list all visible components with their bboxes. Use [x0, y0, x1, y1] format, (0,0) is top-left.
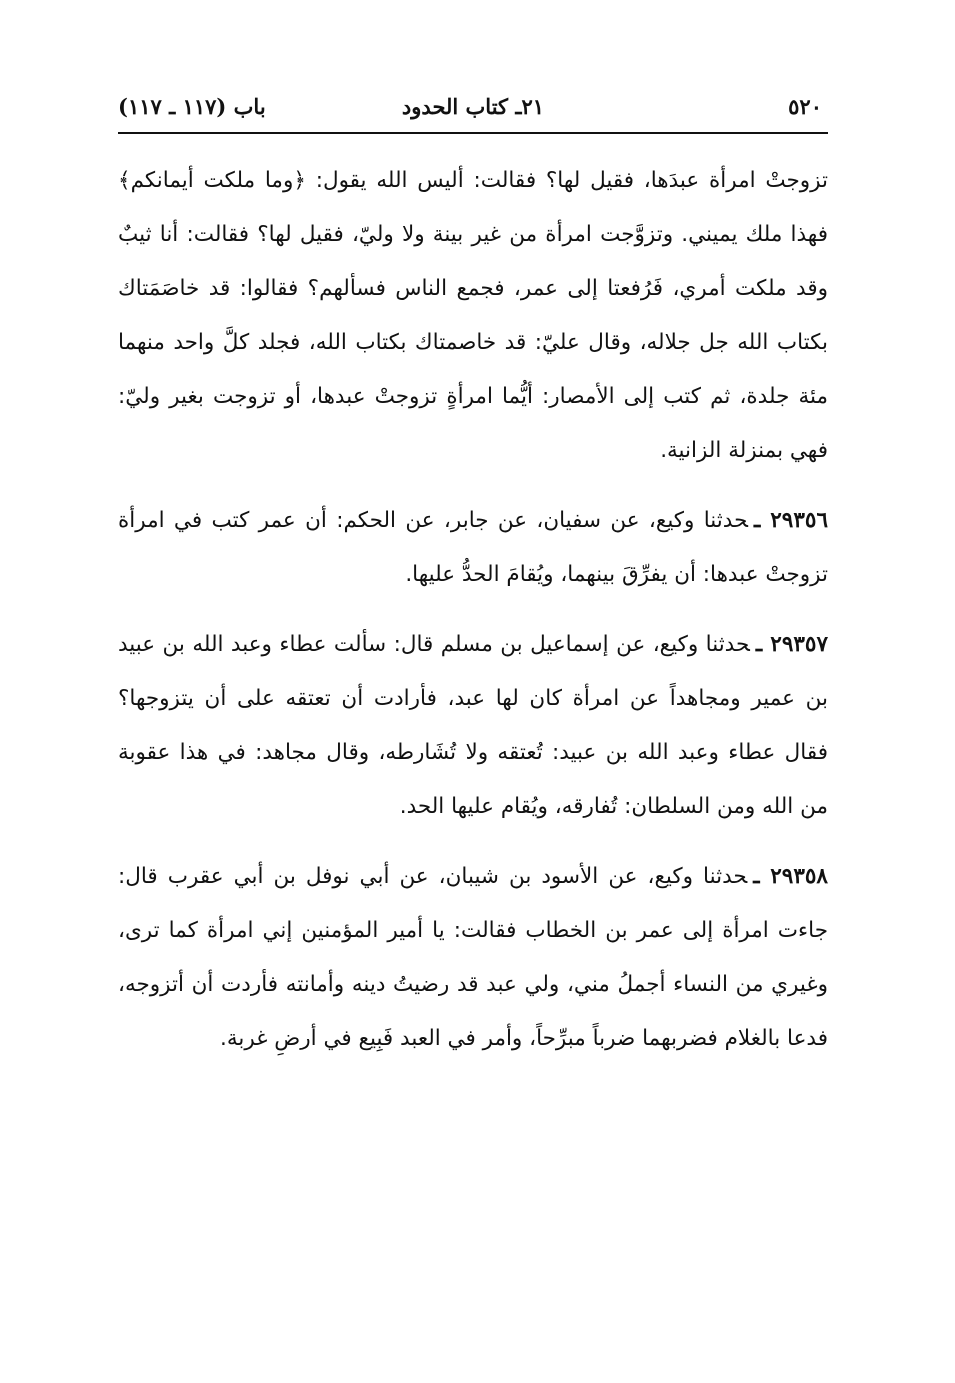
hadith-number: ٢٩٣٥٨ ـ [753, 864, 828, 889]
hadith-29356 [118, 494, 828, 602]
paragraph-text: حدثنا وكيع، عن الأسود بن شيبان، عن أبي نوفل بن أبي عقرب قال: جاءت امرأة إلى عمر بن الخطاب فقالت: يا أمير المؤمنين إني امرأة كما ترى، وغيري من النساء أجملُ مني، ولي عبد قد رضيتُ دينه وأمانته فأردت أن أتزوجه، فدعا بالغلام فضربهما ضرباً مبرِّحاً، وأمر في العبد فَبِيع في أرضِ غربة. [118, 864, 828, 1051]
paragraph-text: حدثنا وكيع، عن إسماعيل بن مسلم قال: سألت عطاء وعبد الله بن عبيد بن عمير ومجاهداً عن امرأة كان لها عبد، فأرادت أن تعتقه على أن يتزوجها؟ فقال عطاء وعبد الله بن عبيد: تُعتقه ولا تُشَارطه، وقال مجاهد: في هذا عقوبة من الله ومن السلطان: تُفارقه، ويُقام عليها الحد. [118, 632, 828, 819]
hadith-29358 [118, 850, 828, 1066]
hadith-number: ٢٩٣٥٦ ـ [753, 508, 828, 533]
page-header [118, 88, 828, 134]
hadith-29357 [118, 618, 828, 834]
page-number: ٥٢٠ [788, 94, 822, 119]
page-body [118, 134, 828, 1066]
hadith-number: ٢٩٣٥٧ ـ [755, 632, 829, 657]
book-page [118, 88, 828, 1308]
paragraph-text: تزوجتْ امرأة عبدَها، فقيل لها؟ فقالت: أليس الله يقول: ﴿وما ملكت أيمانكم﴾ فهذا ملك يميني. وتزوَّجت امرأة من غير بينة ولا وليّ، فقيل لها؟ فقالت: أنا ثيبٌ وقد ملكت أمري، فَرُفعتا إلى عمر، فجمع الناس فسألهم؟ فقالوا: قد خاصَمَتاك بكتاب الله جل جلاله، وقال عليّ: قد خاصمتاك بكتاب الله، فجلد كلَّ واحد منهما مئة جلدة، ثم كتب إلى الأمصار: أيُّما امرأةٍ تزوجتْ عبدها، أو تزوجت بغير وليّ: فهي بمنزلة الزانية. [118, 168, 828, 463]
book-title: ٢١ـ كتاب الحدود [401, 94, 545, 119]
paragraph-continuation [118, 154, 828, 478]
chapter-range: باب (١١٧ ـ ١١٧) [118, 94, 266, 119]
paragraph-text: حدثنا وكيع، عن سفيان، عن جابر، عن الحكم: أن عمر كتب في امرأة تزوجتْ عبدها: أن يفرِّقَ بينهما، ويُقامَ الحدُّ عليها. [118, 508, 828, 587]
